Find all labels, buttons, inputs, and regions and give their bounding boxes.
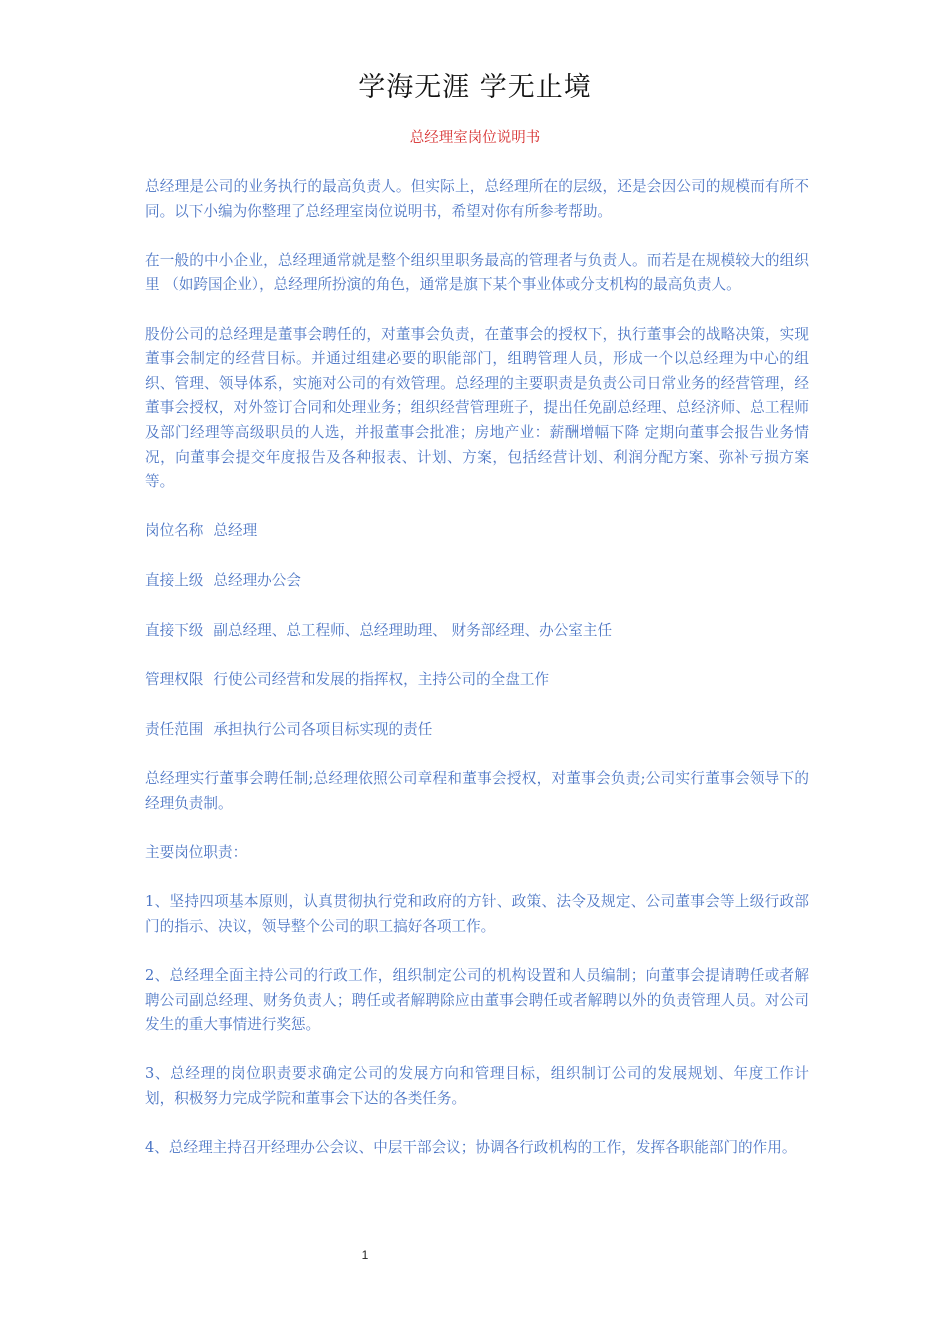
page-number: 1 [361,1248,369,1262]
intro-paragraph: 股份公司的总经理是董事会聘任的，对董事会负责，在董事会的授权下，执行董事会的战略决策，实现董事会制定的经营目标。并通过组建必要的职能部门，组聘管理人员，形成一个以总经理为中心的组织、管理、领导体系，实施对公司的有效管理。总经理的主要职责是负责公司日常业务的经营管理，经董事会授权，对外签订合同和处理业务；组织经营管理班子，提出任免副总经理、总经济师、总工程师及部门经理等高级职员的人选，并报董事会批准；房地产业：薪酬增幅下降 定期向董事会报告业务情况，向董事会提交年度报告及各种报表、计划、方案，包括经营计划、利润分配方案、弥补亏损方案等。 [145,325,809,491]
duty-item: 1、坚持四项基本原则，认真贯彻执行党和政府的方针、政策、法令及规定、公司董事会等上级行政部门的指示、决议，领导整个公司的职工搞好各项工作。 [145,893,809,935]
field-value: 总经理办公会 [213,571,301,589]
field-position-name [145,519,809,544]
field-value: 总经理 [213,522,258,540]
duty-item: 2、总经理全面主持公司的行政工作，组织制定公司的机构设置和人员编制；向董事会提请聘任或者解聘公司副总经理、财务负责人；聘任或者解聘除应由董事会聘任或者解聘以外的负责管理人员。对公司发生的重大事情进行奖惩。 [145,967,809,1034]
field-direct-superior [145,569,809,594]
field-label: 岗位名称 [145,522,204,540]
field-value: 承担执行公司各项目标实现的责任 [213,720,433,738]
header-title: 学海无涯 学无止境 [358,72,592,103]
field-direct-subordinates [145,619,809,644]
duty-item: 4、总经理主持召开经理办公会议、中层干部会议；协调各行政机构的工作，发挥各职能部门的作用。 [145,1139,797,1157]
duties-heading: 主要岗位职责： [145,844,248,862]
system-paragraph: 总经理实行董事会聘任制;总经理依照公司章程和董事会授权，对董事会负责;公司实行董事会领导下的经理负责制。 [145,770,809,812]
document-body [145,175,809,1185]
intro-paragraph: 在一般的中小企业，总经理通常就是整个组织里职务最高的管理者与负责人。而若是在规模较大的组织里 （如跨国企业），总经理所扮演的角色，通常是旗下某个事业体或分支机构的最高负责人。 [145,251,809,294]
duty-item: 3、总经理的岗位职责要求确定公司的发展方向和管理目标，组织制订公司的发展规划、年度工作计划，积极努力完成学院和董事会下达的各类任务。 [145,1065,809,1107]
intro-paragraph: 总经理是公司的业务执行的最高负责人。但实际上，总经理所在的层级，还是会因公司的规模而有所不同。以下小编为你整理了总经理室岗位说明书，希望对你有所参考帮助。 [145,178,809,220]
field-value: 副总经理、总工程师、总经理助理、 财务部经理、办公室主任 [213,621,613,639]
field-label: 直接下级 [145,621,204,639]
field-label: 直接上级 [145,571,204,589]
field-responsibility-scope [145,718,809,743]
field-label: 管理权限 [145,671,204,689]
field-value: 行使公司经营和发展的指挥权，主持公司的全盘工作 [213,671,550,689]
field-management-authority [145,668,809,693]
document-title: 总经理室岗位说明书 [409,130,541,146]
field-label: 责任范围 [145,720,204,738]
